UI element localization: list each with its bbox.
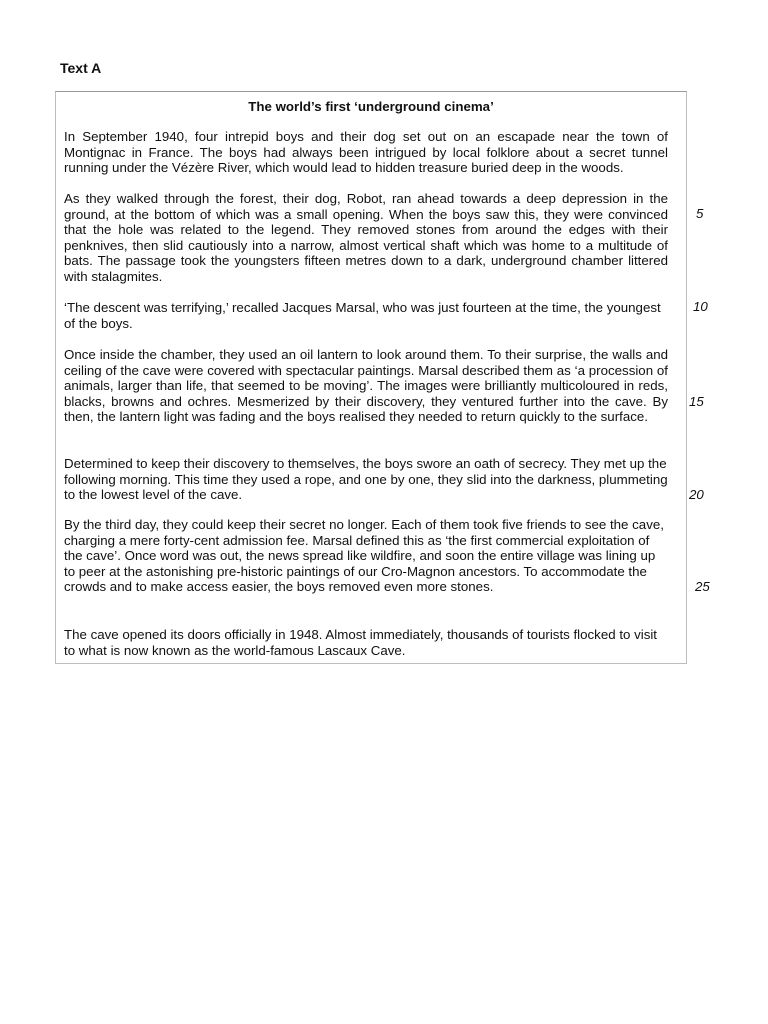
article-title: The world’s first ‘underground cinema’ <box>248 99 494 114</box>
paragraph-7: The cave opened its doors officially in 1948. Almost immediately, thousands of tourists flocked to visit to what is now known as the world-famous Lascaux Cave. <box>64 627 657 658</box>
paragraph-5: Determined to keep their discovery to themselves, the boys swore an oath of secrecy. They met up the following morning. This time they used a rope, and one by one, they slid into the darkness, plummeting to the lowest level of the cave. <box>64 456 668 503</box>
line-number-20: 20 <box>689 487 704 502</box>
paragraph-2: As they walked through the forest, their dog, Robot, ran ahead towards a deep depression in the ground, at the bottom of which was a small opening. When the boys saw this, they were convinced that the hole was related to the legend. They removed stones from around the edges with their penknives, then slid cautiously into a narrow, almost vertical shaft which was home to a multitude of bats. The passage took the youngsters fifteen metres down to a dark, underground chamber littered with stalagmites. <box>64 191 668 284</box>
text-label: Text A <box>60 60 102 76</box>
line-number-15: 15 <box>689 394 704 409</box>
paragraph-3: ‘The descent was terrifying,’ recalled Jacques Marsal, who was just fourteen at the time, the youngest of the boys. <box>64 300 661 331</box>
paragraph-1: In September 1940, four intrepid boys and their dog set out on an escapade near the town of Montignac in France. The boys had always been intrigued by local folklore about a secret tunnel running under the Vézère River, which would lead to hidden treasure buried deep in the woods. <box>64 129 668 176</box>
line-number-25: 25 <box>695 579 710 594</box>
line-number-5: 5 <box>696 206 704 221</box>
line-number-10: 10 <box>693 299 708 314</box>
paragraph-4: Once inside the chamber, they used an oil lantern to look around them. To their surprise, the walls and ceiling of the cave were covered with spectacular paintings. Marsal described them as ‘a procession of animals, larger than life, that seemed to be moving’. The images were brilliantly multicoloured in reds, blacks, browns and ochres. Mesmerized by their discovery, they ventured further into the cave. By then, the lantern light was fading and the boys realised they needed to return quickly to the surface. <box>64 347 668 425</box>
paragraph-6: By the third day, they could keep their secret no longer. Each of them took five friends to see the cave, charging a mere forty-cent admission fee. Marsal defined this as ‘the first commercial exploitation of the cave’. Once word was out, the news spread like wildfire, and soon the entire village was lining up to peer at the astonishing pre-historic paintings of our Cro-Magnon ancestors. To accommodate the crowds and to make access easier, the boys removed even more stones. <box>64 517 664 595</box>
